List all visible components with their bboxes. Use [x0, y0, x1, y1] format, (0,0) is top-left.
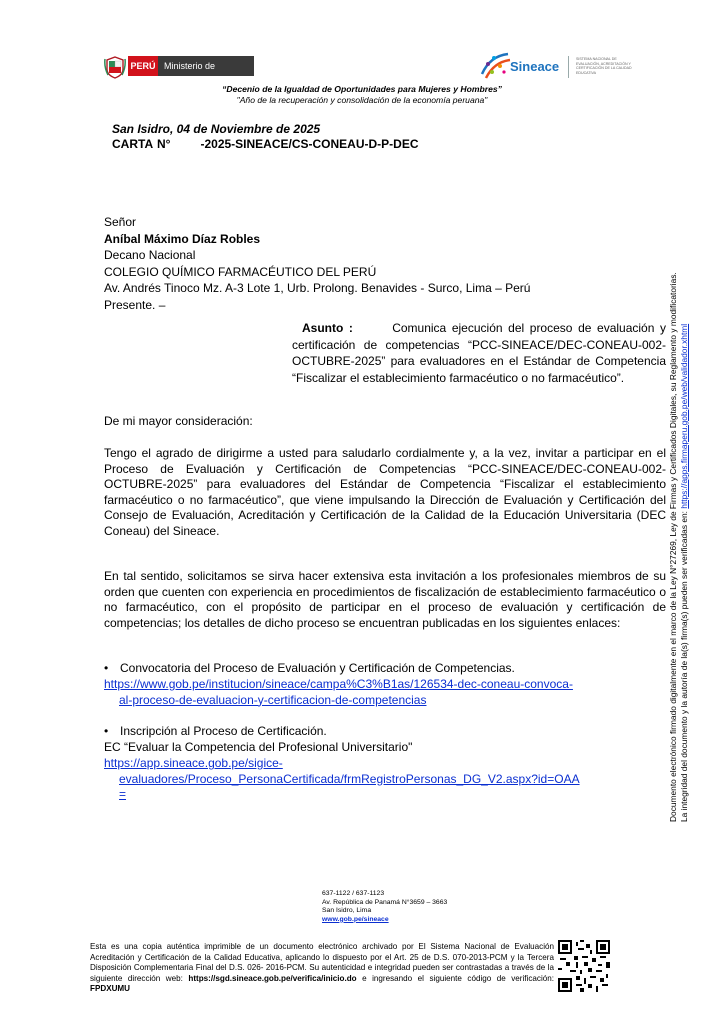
inscripcion-link[interactable] — [104, 756, 644, 803]
signature-note-line-2-text: La integridad del documento y la autoría de la(s) firma(s) pueden ser verificadas en: — [679, 508, 689, 822]
convocatoria-link-line-1[interactable]: https://www.gob.pe/institucion/sineace/campa%C3%B1as/126534-dec-coneau-convoca- — [104, 677, 573, 691]
body-paragraph-1: Tengo el agrado de dirigirme a usted para saludarlo cordialmente y, a la vez, invitar a participar en el Proceso de Evaluación y Certificación de Competencias “PCC-SINEACE/DEC-CONEAU-002-OCTUBRE-2025” para evaluadores del Estándar de Competencia “Fiscalizar el establecimiento farmacéutico o no farmacéutico”, que viene impulsando la Dirección de Evaluación y Certificación del Consejo de Evaluación, Acreditación y Certificación de la Calidad de la Educación Universitaria (DEC Coneau) del Sineace. — [104, 446, 666, 538]
authenticity-footer — [90, 942, 554, 995]
recipient-presente: Presente. – — [104, 297, 166, 312]
logo-separator — [568, 56, 569, 78]
validator-link[interactable]: https://apps.firmaperu.gob.pe/web/validador.xhtml — [679, 323, 689, 509]
verify-url[interactable]: https://sgd.sineace.gob.pe/verifica/inicio.do — [188, 973, 357, 983]
decenio-header — [0, 84, 724, 106]
digital-signature-note — [668, 172, 710, 822]
verify-suffix: e ingresando el siguiente código de verificación: — [356, 973, 554, 983]
subject-text: Comunica ejecución del proceso de evaluación y certificación de competencias “PCC-SINEACE/DEC-CONEAU-002-OCTUBRE-2025” para evaluadores en el Estándar de Competencia “Fiscalizar el establecimiento farmacéutico o no farmacéutico”. — [292, 321, 667, 385]
year-line: "Año de la recuperación y consolidación de la economía peruana" — [236, 95, 488, 105]
authenticity-text: Esta es una copia auténtica imprimible de un documento electrónico archivado por El Sistema Nacional de Evaluación Acreditación y Certificación de la Calidad Educativa, aplicando lo dispuesto por el Art. 25 de D.S. 070-2013-PCM y la Tercera Disposición Complementaria Final del D.S. 026- 2016-PCM. Su autenticidad e integridad pueden ser contrastadas a través de la siguiente dirección web: — [90, 942, 554, 983]
recipient-salutation: Señor — [104, 215, 137, 229]
convocatoria-link-line-2[interactable]: al-proceso-de-evaluacion-y-certificacion-de-competencias — [119, 692, 427, 707]
recipient-name: Aníbal Máximo Díaz Robles — [104, 231, 261, 246]
ministry-label: Ministerio de Educación — [158, 56, 254, 76]
qr-code-icon — [558, 940, 610, 992]
sineace-logo-icon — [478, 50, 514, 82]
footer-phone: 637-1122 / 637-1123 — [322, 890, 385, 897]
signature-note-line-2 — [679, 172, 690, 822]
ec-line: EC “Evaluar la Competencia del Profesional Universitario" — [104, 740, 413, 754]
carta-number: -2025-SINEACE/CS-CONEAU-D-P-DEC — [200, 137, 419, 151]
recipient-address: Av. Andrés Tinoco Mz. A-3 Lote 1, Urb. Prolong. Benavides - Surco, Lima – Perú — [104, 281, 531, 295]
sineace-subtitle: SISTEMA NACIONAL DE EVALUACIÓN, ACREDITACIÓN Y CERTIFICACIÓN DE LA CALIDAD EDUCATIVA — [576, 57, 632, 75]
peru-label: PERÚ — [128, 56, 158, 76]
bullet-dot-icon: • — [104, 661, 109, 675]
bullet-item-2-text: Inscripción al Proceso de Certificación. — [120, 724, 327, 738]
recipient-institution: COLEGIO QUÍMICO FARMACÉUTICO DEL PERÚ — [104, 264, 377, 279]
peru-coat-of-arms-icon — [104, 55, 126, 79]
footer-address — [322, 890, 447, 924]
recipient-block — [104, 214, 624, 313]
inscripcion-link-line-2[interactable]: evaluadores/Proceso_PersonaCertificada/frmRegistroPersonas_DG_V2.aspx?id=OAA — [119, 771, 580, 786]
convocatoria-link[interactable] — [104, 677, 644, 708]
bullet-dot-icon: • — [104, 724, 109, 738]
decenio-line: “Decenio de la Igualdad de Oportunidades para Mujeres y Hombres” — [222, 84, 502, 94]
footer-street: Av. República de Panamá N°3659 – 3663 — [322, 898, 448, 906]
subject-label: Asunto : — [302, 321, 353, 335]
bullet-item-1 — [104, 661, 666, 677]
inscripcion-link-line-1[interactable]: https://app.sineace.gob.pe/sigice- — [104, 756, 283, 770]
subject-block — [292, 320, 666, 386]
greeting: De mi mayor consideración: — [104, 414, 253, 428]
sineace-wordmark: Sineace — [510, 59, 560, 74]
signature-note-line-1: Documento electrónico firmado digitalmente en el marco de la Ley N°27269, Ley de Firmas y Certificados Digitales, su Reglamento y modificatorias. — [668, 272, 678, 822]
body-paragraph-2: En tal sentido, solicitamos se sirva hacer extensiva esta invitación a los profesionales miembros de su orden que cuenten con experiencia en procedimientos de fiscalización de establecimiento farmacéutico o no farmacéutico, con el propósito de participar en el proceso de evaluación y certificación de competencias; los detalles de dicho proceso se encuentran publicadas en los siguientes enlaces: — [104, 569, 666, 630]
letter-date: San Isidro, 04 de Noviembre de 2025 — [112, 122, 321, 136]
carta-label: CARTA N° — [112, 137, 171, 151]
carta-line — [112, 137, 419, 151]
bullet-item-1-text: Convocatoria del Proceso de Evaluación y Certificación de Competencias. — [120, 661, 515, 675]
footer-web-link[interactable]: www.gob.pe/sineace — [322, 915, 389, 923]
inscripcion-link-line-3[interactable]: = — [119, 787, 127, 802]
bullet-item-2 — [104, 724, 666, 740]
verify-code: FPDXUMU — [90, 984, 131, 994]
footer-district: San Isidro, Lima — [322, 907, 372, 915]
recipient-position: Decano Nacional — [104, 248, 196, 262]
